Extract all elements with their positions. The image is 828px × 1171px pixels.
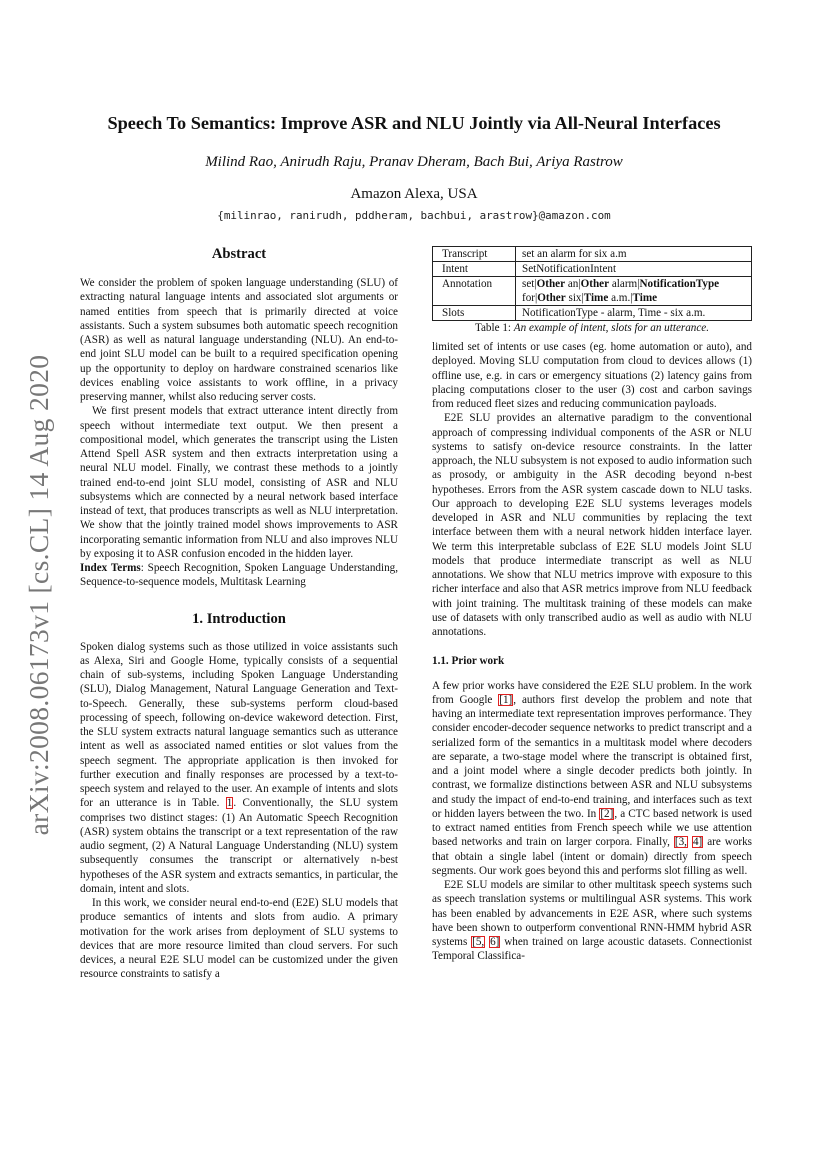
example-table (432, 246, 752, 321)
citation-2[interactable]: [2] (600, 807, 614, 820)
prior-text-e: E2E SLU models are similar to other multitask speech systems such as speech translation systems or multilingual ASR systems. This work has been enabled by advancements in E2E ASR, where such systems have been shown to outperform conventional RNN-HMM hybrid ASR systems (432, 879, 752, 948)
slot-label: Time (583, 292, 609, 304)
table-key-cell: Annotation (433, 277, 516, 306)
index-terms (80, 561, 398, 590)
right-paragraph-1: limited set of intents or use cases (eg. home automation or auto), and deployed. Moving SLU computation from cloud to devices allows (1) offline use, e.g. in cars or emergency situations (2) latency gains from placing computations closer to the user (3) cost and carbon savings from reduced fleet sizes and reducing communication payloads. (432, 341, 752, 410)
table-caption-text: An example of intent, slots for an utterance. (513, 322, 710, 334)
affiliation: Amazon Alexa, USA (350, 186, 478, 202)
prior-text-f: when trained on large acoustic datasets. Connectionist Temporal Classifica- (432, 936, 752, 963)
abstract-paragraph-1: We consider the problem of spoken language understanding (SLU) of extracting natural language intents and associated slot arguments or named entities from speech that is primarily directed at voice assistants. Such a system subsumes both automatic speech recognition (ASR) as well as natural language understanding (NLU). An end-to-end joint SLU model can be built to a required specification opening up the opportunity to deploy on hardware constrained scenarios like devices enabling voice assistants to work offline, in a privacy preserving manner, whilst also reducing server costs. (80, 277, 398, 403)
table-caption-label: Table 1: (474, 322, 511, 334)
abstract-heading: Abstract (211, 246, 267, 262)
author-list: Milind Rao, Anirudh Raju, Pranav Dheram, Bach Bui, Ariya Rastrow (205, 154, 623, 170)
slot-label: Other (580, 278, 610, 290)
intro-text-b: . Conventionally, the SLU system comprises two distinct stages: (1) An Automatic Speech Recognition (ASR) system obtains the transcript or a text representation of the raw audio segment, (2) A Natural Language Understanding (NLU) system subsequently consumes the transcript or alternatively n-best hypotheses of the ASR system and extracts semantics, in particular, the domain, intent and slots. (80, 797, 398, 895)
prior-text-c: , a CTC based network is used to extract named entities from French speech while we use attention based networks and train on larger corpora. Finally, (432, 807, 752, 849)
slot-label: Other (537, 292, 566, 304)
prior-text-a: A few prior works have considered the E2E SLU problem. In the work from Google (432, 679, 752, 706)
annotation-token: six| (565, 292, 584, 304)
prior-text-d: are works that obtain a single label (intent or domain) directly from speech segments. Our work goes beyond this and performs slot filling as well. (432, 836, 753, 877)
table-key-cell: Slots (433, 306, 516, 321)
prior-work-paragraph-1 (432, 679, 752, 879)
author-emails: {milinrao, ranirudh, pddheram, bachbui, arastrow}@amazon.com (217, 209, 611, 222)
right-column (432, 246, 752, 964)
annotation-token: set| (522, 278, 537, 290)
slot-label: Other (536, 278, 566, 290)
table-row (433, 247, 752, 262)
table-value-cell: set an alarm for six a.m (516, 247, 752, 262)
citation-3[interactable]: [3, (674, 836, 687, 849)
annotation-token: alarm| (609, 278, 640, 290)
index-terms-text: : Speech Recognition, Spoken Language Understanding, Sequence-to-sequence models, Multitask Learning (80, 562, 398, 589)
annotation-token: an| (565, 278, 581, 290)
table-caption (432, 321, 752, 335)
table-value-cell (516, 277, 752, 306)
citation-6[interactable]: 6] (490, 936, 500, 948)
table-value-cell: SetNotificationIntent (516, 262, 752, 277)
table-key-cell: Intent (433, 262, 516, 277)
table-key-cell: Transcript (433, 247, 516, 262)
prior-work-paragraph-2 (432, 878, 752, 964)
annotation-token: a.m.| (608, 292, 633, 304)
intro-text-a: Spoken dialog systems such as those utilized in voice assistants such as Alexa, Siri and Google Home, typically consists of a sequential chain of sub-systems, including Spoken Language Understanding (SLU), Dialog Management, Natural Language Generation and Text-to-Speech. Generally, these sub-systems perform cloud-based processing of speech, following on-device wakeword detection. First, the SLU system extracts natural language semantics such as utterance intent as well as associated named entities or slot values from the speech segment. The appropriate application is then invoked for further execution and finally responses are processed by a text-to-speech system and relayed to the user. An example of intents and slots for an utterance is in Table. (80, 640, 398, 810)
intro-paragraph-1 (80, 640, 398, 897)
prior-text-b: , authors first develop the problem and note that having an intermediate text representation improves performance. They consider encoder-decoder sequence networks to predict transcript and a serialized form of the semantics in a multitask model where decoders are separate, a two-stage model where the transcript is obtained first, and a joint model where a single decoder predicts both jointly. In contrast, we formalize distinctions between ASR and NLU subsystems and study the impact of end-to-end training, and interfaces such as text or hidden layers between the two. In (432, 693, 752, 820)
citation-4[interactable]: 4] (692, 836, 703, 849)
slot-label: Time (632, 292, 658, 304)
citation-5[interactable]: [5, (472, 936, 485, 948)
prior-work-heading: 1.1. Prior work (432, 655, 505, 668)
index-terms-label: Index Terms (80, 562, 141, 574)
introduction-heading: 1. Introduction (192, 610, 286, 627)
citation-1[interactable]: [1] (499, 693, 513, 706)
table-row (433, 277, 752, 306)
table-row (433, 262, 752, 277)
right-paragraph-2: E2E SLU provides an alternative paradigm to the conventional approach of compressing individual components of the ASR or NLU systems to satisfy on-device resource constraints. In the latter approach, the NLU subsystem is not exposed to audio information such as prosody, or ambiguity in the ASR decoding beyond n-best hypotheses. Errors from the ASR system cascade down to NLU tasks. Our approach to developing E2E SLU systems leverages models developed in ASR and NLU communities by replacing the text interface between them with a neural network hidden interface layer. We term this interpretable subclass of E2E SLU models Joint SLU models that produce intermediate transcript as well as NLU annotations. We show that NLU metrics improve with exposure to this richer interface and also that ASR metrics improve from NLU feedback with joint training. The multitask training of these models can make use of datasets with only transcribed audio as well as audio with NLU annotations. (432, 412, 752, 638)
intro-paragraph-2: In this work, we consider neural end-to-end (E2E) SLU models that produce semantics of intents and slots from audio. A primary motivation for the work arises from deployment of SLU systems to devices that are more resource limited than cloud servers. For such devices, a neural E2E SLU model can be customized under the given resource constraints to satisfy a (80, 897, 398, 981)
slot-label: NotificationType (639, 278, 720, 290)
table-value-cell: NotificationType - alarm, Time - six a.m. (516, 306, 752, 321)
annotation-token: for| (522, 292, 538, 304)
arxiv-identifier-stamp: arXiv:2008.06173v1 [cs.CL] 14 Aug 2020 (23, 354, 54, 836)
table-reference-link[interactable]: 1 (226, 797, 233, 810)
abstract-paragraph-2: We first present models that extract utterance intent directly from speech without intermediate text output. We then present a compositional model, which generates the transcript using the Listen Attend Spell ASR system and then extracts interpretation using a neural NLU model. Finally, we contrast these methods to a jointly trained end-to-end joint SLU model, consisting of ASR and NLU subsystems which are connected by a neural network based interface instead of text, that produces transcripts as well as NLU interpretation. We show that the jointly trained model shows improvements to ASR incorporating semantic information from NLU and also improves NLU by exposing it to ASR confusion encoded in the hidden layer. (80, 405, 398, 560)
paper-title: Speech To Semantics: Improve ASR and NLU Jointly via All-Neural Interfaces (107, 113, 721, 133)
table-row (433, 306, 752, 321)
left-column (80, 245, 398, 982)
